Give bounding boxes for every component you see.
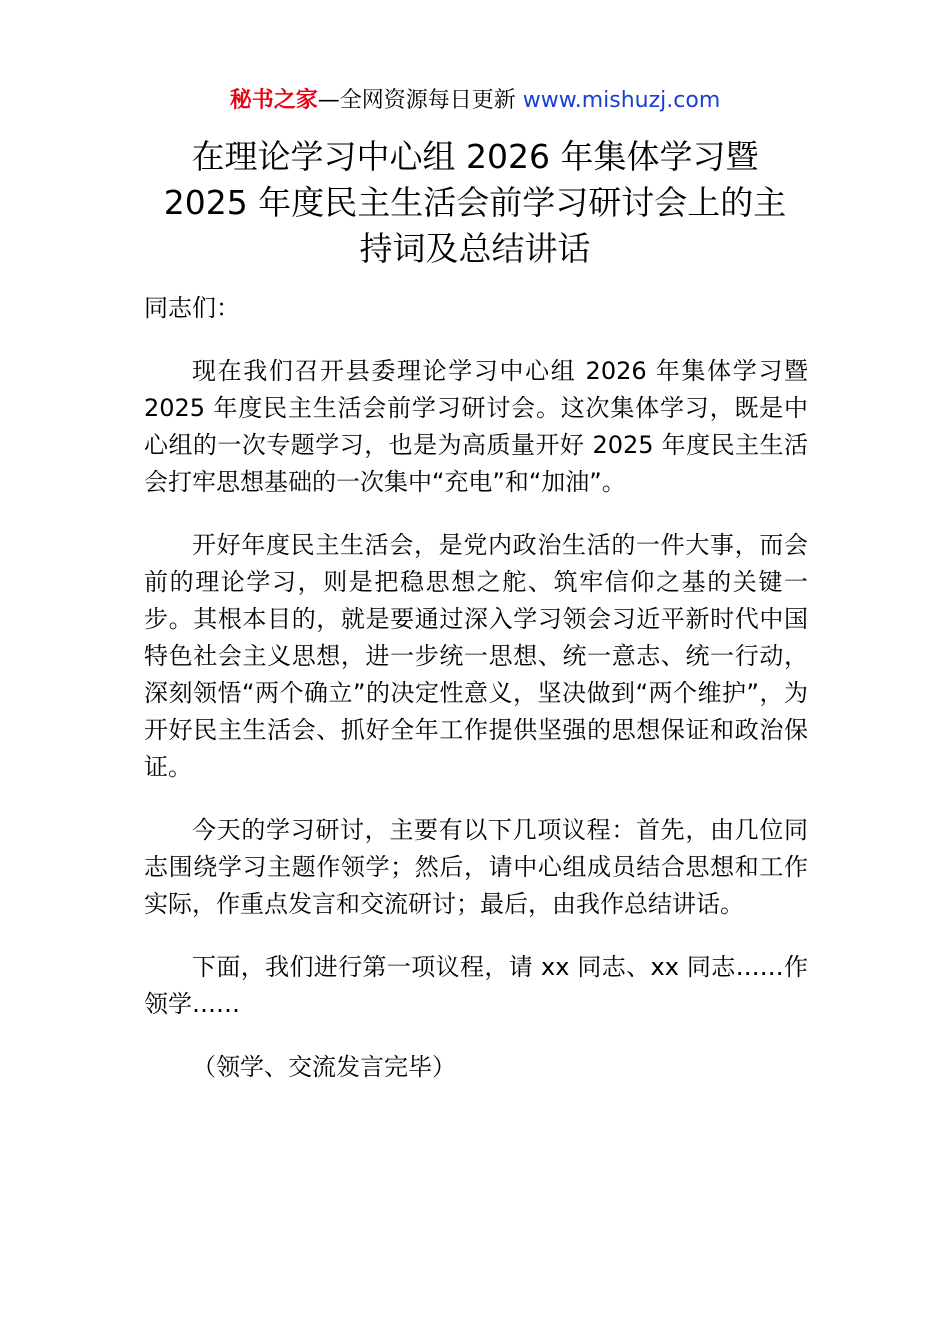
site-slogan: —全网资源每日更新 bbox=[317, 88, 523, 113]
paragraph: 今天的学习研讨，主要有以下几项议程：首先，由几位同志围绕学习主题作领学；然后，请中心组成员结合思想和工作实际，作重点发言和交流研讨；最后，由我作总结讲话。 bbox=[144, 816, 808, 918]
document-body bbox=[144, 290, 808, 1086]
title-line: 2025 年度民主生活会前学习研讨会上的主 bbox=[163, 183, 787, 222]
salutation: 同志们： bbox=[144, 294, 240, 322]
title-line: 在理论学习中心组 2026 年集体学习暨 bbox=[191, 137, 759, 176]
paragraph: 现在我们召开县委理论学习中心组 2026 年集体学习暨 2025 年度民主生活会前学习研讨会。这次集体学习，既是中心组的一次专题学习，也是为高质量开好 2025 年度民主生活会打牢思想基础的一次集中“充电”和“加油”。 bbox=[144, 357, 808, 496]
paragraph: 下面，我们进行第一项议程，请 xx 同志、xx 同志……作领学…… bbox=[144, 953, 808, 1018]
site-url[interactable]: www.mishuzj.com bbox=[522, 88, 721, 113]
site-brand: 秘书之家 bbox=[229, 88, 318, 113]
document-title bbox=[120, 134, 830, 272]
title-line: 持词及总结讲话 bbox=[359, 229, 591, 268]
site-header bbox=[0, 86, 950, 116]
stage-note: （领学、交流发言完毕） bbox=[192, 1053, 456, 1081]
paragraph: 开好年度民主生活会，是党内政治生活的一件大事，而会前的理论学习，则是把稳思想之舵、筑牢信仰之基的关键一步。其根本目的，就是要通过深入学习领会习近平新时代中国特色社会主义思想，进一步统一思想、统一意志、统一行动，深刻领悟“两个确立”的决定性意义，坚决做到“两个维护”，为开好民主生活会、抓好全年工作提供坚强的思想保证和政治保证。 bbox=[144, 531, 808, 781]
